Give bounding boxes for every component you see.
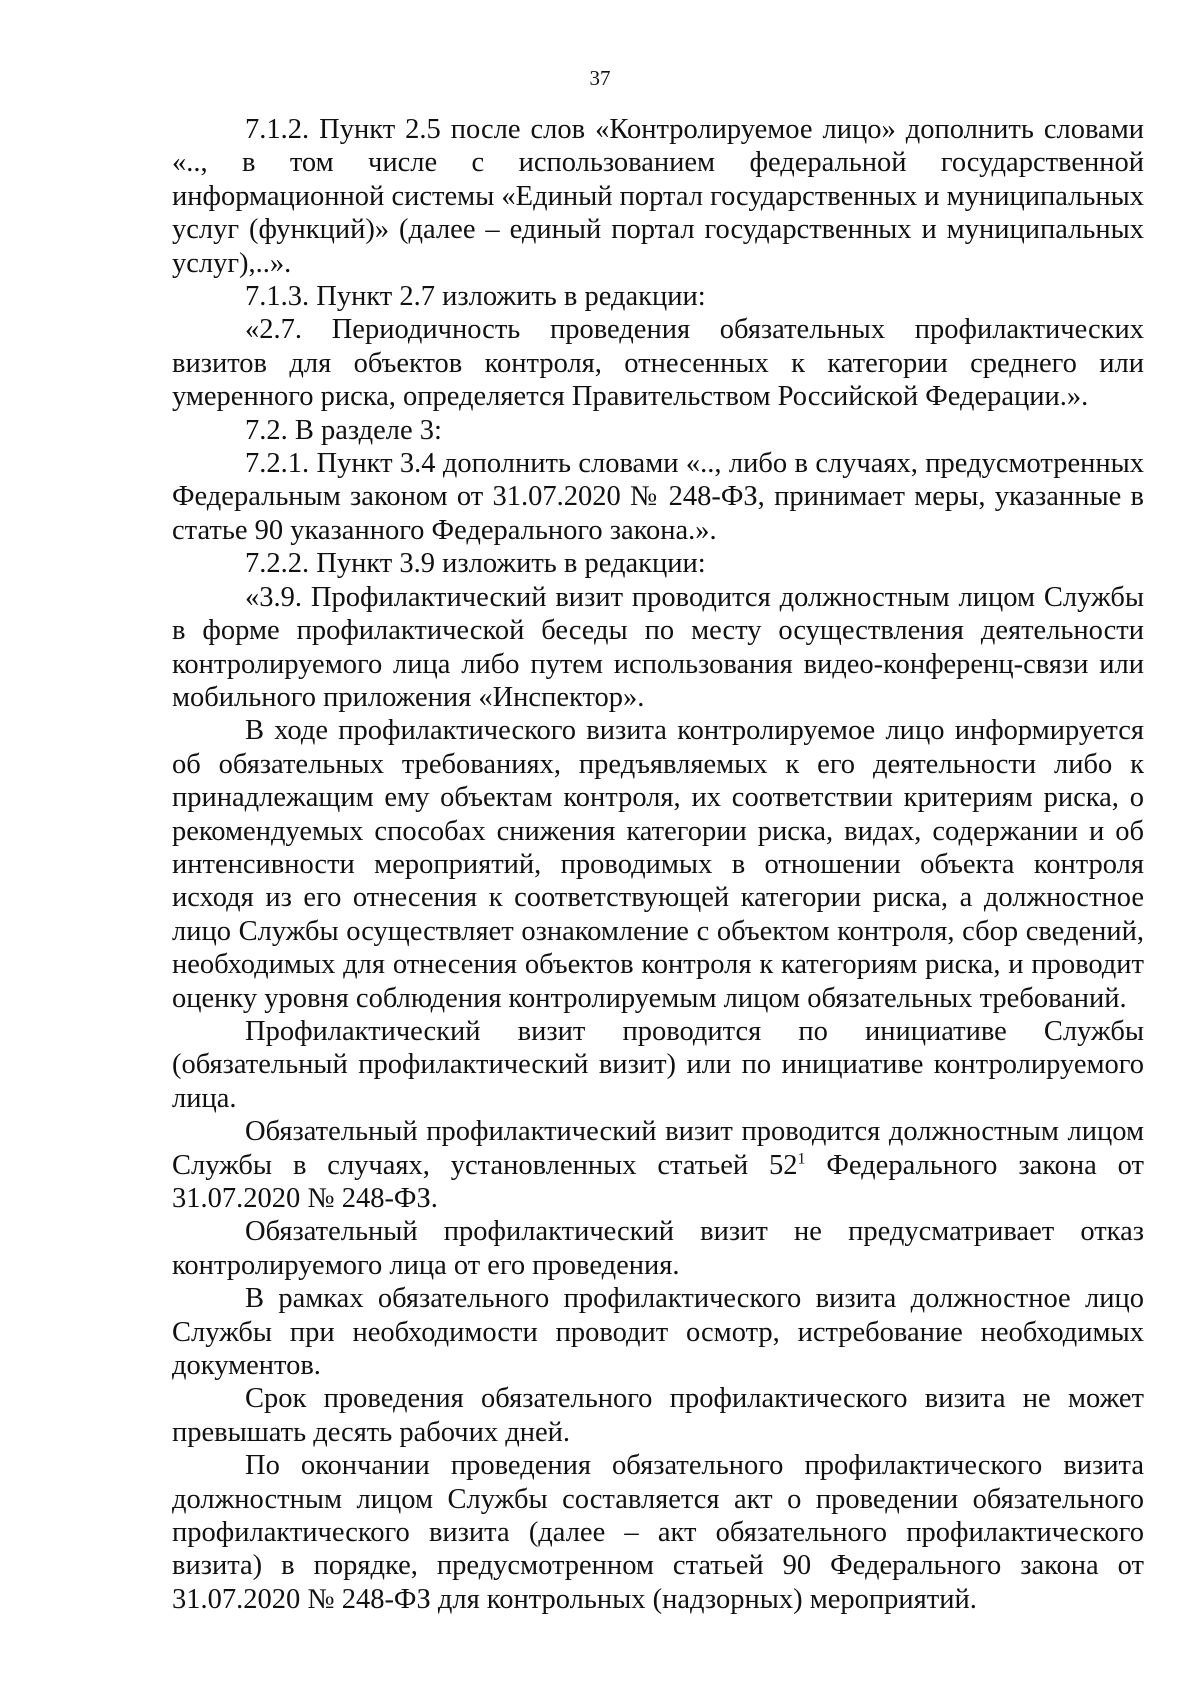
paragraph-7-1-2: 7.1.2. Пункт 2.5 после слов «Контролируемое лицо» дополнить словами «.., в том числе с использованием федеральной государственной информационной системы «Единый портал государственных и муниципальных услуг (функций)» (далее – единый портал государственных и муниципальных услуг),..». <box>172 114 1144 279</box>
paragraph-inspection: В рамках обязательного профилактического визита должностное лицо Службы при необходимости проводит осмотр, истребование необходимых документов. <box>172 1283 1144 1382</box>
paragraph-3-9-quote: «3.9. Профилактический визит проводится должностным лицом Службы в форме профилактической беседы по месту осуществления деятельности контролируемого лица либо путем использования видео-конференц-связи или мобильного приложения «Инспектор». <box>172 581 1144 713</box>
paragraph-no-refusal: Обязательный профилактический визит не предусматривает отказ контролируемого лица от его проведения. <box>172 1216 1144 1281</box>
paragraph-7-2: 7.2. В разделе 3: <box>245 414 442 446</box>
article-reference-tail: Федерального закона от 31.07.2020 № 248-ФЗ. <box>172 1149 1144 1214</box>
paragraph-duration: Срок проведения обязательного профилактического визита не может превышать десять рабочих дней. <box>172 1383 1144 1448</box>
article-reference-text: Обязательный профилактический визит проводится должностным лицом Службы в случаях, установленных статьей 52 <box>172 1116 1144 1181</box>
document-body <box>172 113 1144 1616</box>
paragraph-2-7-quote: «2.7. Периодичность проведения обязательных профилактических визитов для объектов контроля, отнесенных к категории среднего или умеренного риска, определяется Правительством Российской Федерации.». <box>172 314 1144 413</box>
paragraph-mandatory-visit <box>172 1115 1144 1215</box>
page-number: 37 <box>589 66 611 90</box>
article-superscript: 1 <box>797 1150 806 1168</box>
paragraph-visit-act: По окончании проведения обязательного профилактического визита должностным лицом Службы составляется акт о проведении обязательного профилактического визита (далее – акт обязательного профилактического визита) в порядке, предусмотренном статьей 90 Федерального закона от 31.07.2020 № 248-ФЗ для контрольных (надзорных) мероприятий. <box>172 1450 1144 1615</box>
paragraph-7-2-2: 7.2.2. Пункт 3.9 изложить в редакции: <box>245 548 706 580</box>
paragraph-7-2-1: 7.2.1. Пункт 3.4 дополнить словами «.., либо в случаях, предусмотренных Федеральным законом от 31.07.2020 № 248-ФЗ, принимает меры, указанные в статье 90 указанного Федерального закона.». <box>172 448 1144 546</box>
paragraph-visit-information: В ходе профилактического визита контролируемое лицо информируется об обязательных требованиях, предъявляемых к его деятельности либо к принадлежащим ему объектам контроля, их соответствии критериям риска, о рекомендуемых способах снижения категории риска, видах, содержании и об интенсивности мероприятий, проводимых в отношении объекта контроля исходя из его отнесения к соответствующей категории риска, а должностное лицо Службы осуществляет ознакомление с объектом контроля, сбор сведений, необходимых для отнесения объектов контроля к категориям риска, и проводит оценку уровня соблюдения контролируемым лицом обязательных требований. <box>172 715 1144 1014</box>
paragraph-visit-initiative: Профилактический визит проводится по инициативе Службы (обязательный профилактический визит) или по инициативе контролируемого лица. <box>172 1015 1144 1114</box>
paragraph-7-1-3: 7.1.3. Пункт 2.7 изложить в редакции: <box>245 281 706 313</box>
